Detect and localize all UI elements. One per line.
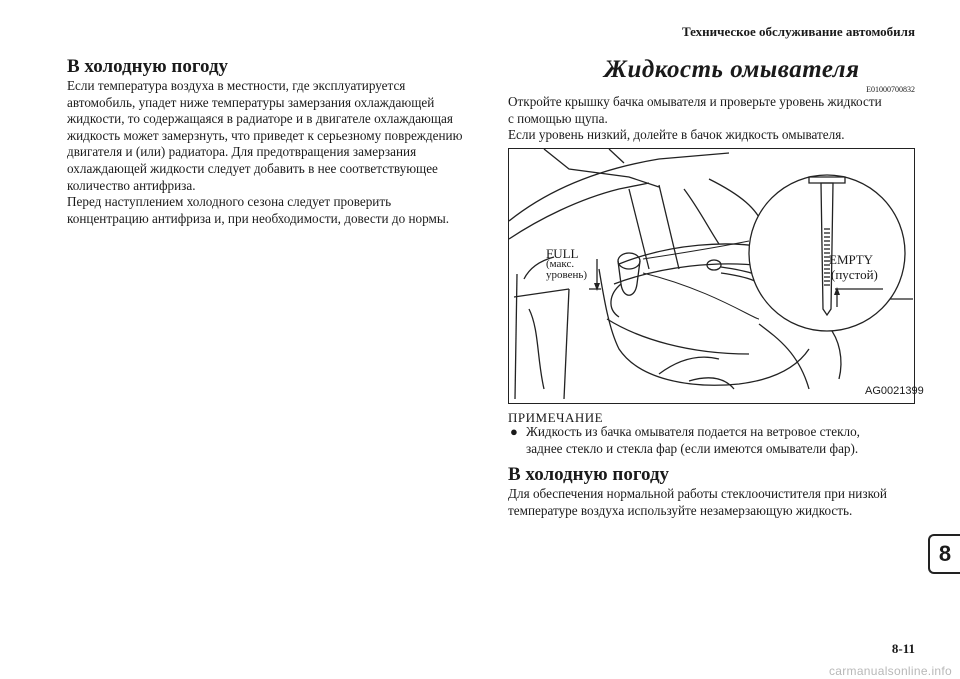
empty-label: EMPTY [829,252,874,267]
left-line: жидкости, то содержащаяся в радиаторе и в двигателе охлаждающая [67,111,453,127]
section-title: Жидкость омывателя [604,56,860,83]
figure-code: AG0021399 [865,385,924,397]
empty-sublabel: (пустой) [831,267,878,282]
note-line: заднее стекло и стекла фар (если имеются омыватели фар). [526,440,859,456]
left-body [67,78,487,227]
left-line: Если температура воздуха в местности, где эксплуатируется [67,78,406,93]
full-sublabel: уровень) [546,269,588,281]
note-text [526,424,926,457]
right-intro [508,94,918,144]
left-line: охлаждающей жидкости следует добавить в нее соответствующее [67,160,438,176]
left-line: количество антифриза. [67,177,196,193]
cold-weather-heading: В холодную погоду [508,464,670,485]
left-line: Перед наступлением холодного сезона следует проверить [67,194,392,210]
intro-line: Откройте крышку бачка омывателя и проверьте уровень жидкости [508,94,882,109]
bullet-icon: ● [510,424,518,439]
left-heading: В холодную погоду [67,56,229,77]
page-number: 8-11 [891,641,915,656]
body-line: температуре воздуха используйте незамерзающую жидкость. [508,502,853,518]
full-sublabel: (макс. [546,258,575,270]
chapter-tab: 8 [928,534,960,574]
washer-reservoir-figure [508,148,924,404]
cold-weather-body [508,486,918,519]
running-header: Техническое обслуживание автомобиля [681,24,915,39]
intro-line: с помощью щупа. [508,110,608,126]
left-line: двигателя и (или) радиатора. Для предотвращения замерзания [67,144,417,160]
left-line: концентрацию антифриза и, при необходимости, довести до нормы. [67,210,450,226]
left-line: жидкость может замерзнуть, что приведет к серьезному повреждению [67,127,463,143]
body-line: Для обеспечения нормальной работы стеклоочистителя при низкой [508,486,887,501]
watermark-text: carmanualsonline.info [828,664,952,678]
full-label: FULL [546,246,579,261]
section-code: E01000700832 [866,85,915,94]
note-heading: ПРИМЕЧАНИЕ [508,410,604,425]
note-line: Жидкость из бачка омывателя подается на ветровое стекло, [526,424,860,439]
left-line: автомобиль, упадет ниже температуры замерзания охлаждающей [67,94,435,110]
intro-line: Если уровень низкий, долейте в бачок жидкость омывателя. [508,127,845,143]
